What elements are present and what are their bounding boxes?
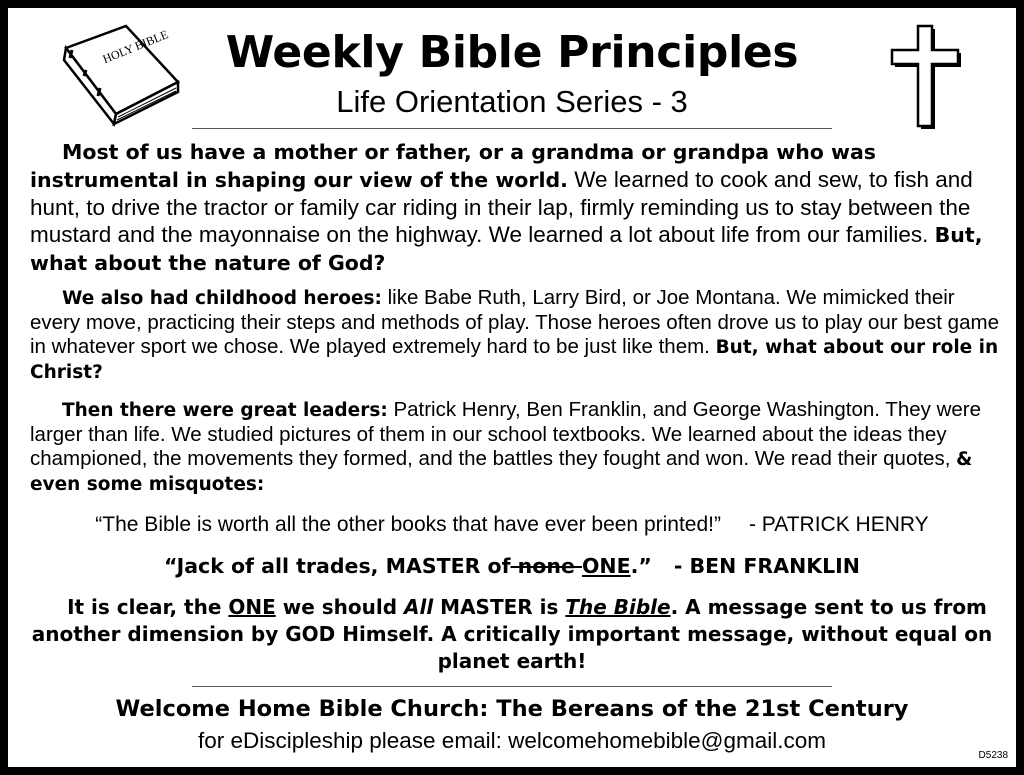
quote-ben-franklin-suffix: .” [630,554,652,578]
quote-ben-franklin-struck: none [510,554,582,578]
paragraph-leaders-lead: Then there were great leaders: [62,400,388,421]
quote-patrick-henry-text: “The Bible is worth all the other books that have ever been printed!” [95,513,721,536]
paragraph-heroes-close: But, what about our role in Christ? [30,337,999,383]
conclusion-bible: The Bible [565,595,671,619]
page-title: Weekly Bible Principles [225,27,799,78]
conclusion-one: ONE [228,595,276,619]
paragraph-family-lead: Most of us have a mother or father, or a grandma or grandpa who was instrumental in shaping our view of the world. [30,140,876,192]
conclusion-part2: we should [275,595,404,619]
divider-top [192,128,832,129]
bulletin-page [8,8,1016,767]
paragraph-leaders-close: & even some misquotes: [30,449,973,495]
quote-ben-franklin-author: - BEN FRANKLIN [673,554,860,578]
church-name: Welcome Home Bible Church: The Bereans of the 21st Century [115,696,909,722]
paragraph-family-close: But, what about the nature of God? [30,223,983,275]
conclusion-part4: . A message sent to us from another dimension by GOD Himself. A critically important message, without equal on planet earth! [31,595,993,673]
paragraph-leaders-body: Patrick Henry, Ben Franklin, and George Washington. They were larger than life. We studied pictures of them in our school textbooks. We learned about the ideas they championed, the movements they formed, and the battles they fought and won. We read their quotes, [30,398,982,470]
paragraph-heroes-body: like Babe Ruth, Larry Bird, or Joe Montana. We mimicked their every move, practicing their steps and methods of play. Those heroes often drove us to play our best game in whatever sport we chose. We played extremely hard to be just like them. [30,286,999,358]
page-subtitle: Life Orientation Series - 3 [336,84,688,119]
document-code: D5238 [978,750,1008,761]
quote-patrick-henry-author: - PATRICK HENRY [748,513,929,536]
divider-bottom [192,686,832,687]
paragraph-family-body: We learned to cook and sew, to fish and hunt, to drive the tractor or family car riding in their lap, firmly reminding us to stay between the mustard and the mayonnaise on the highway. We learned a lot about life from our families. [30,167,973,247]
quote-ben-franklin [8,552,1016,580]
quote-ben-franklin-underlined: ONE [581,554,631,578]
paragraph-family [30,138,1000,277]
quote-ben-franklin-prefix: “Jack of all trades, MASTER of [164,554,511,578]
paragraph-leaders [30,398,1000,497]
bible-cover-text: HOLY BIBLE [100,27,171,67]
conclusion-part1: It is clear, the [67,595,229,619]
conclusion-paragraph [30,594,994,675]
paragraph-heroes-lead: We also had childhood heroes: [62,288,382,309]
conclusion-part3: MASTER is [433,595,566,619]
conclusion-all: All [404,595,434,619]
paragraph-heroes [30,286,1000,385]
quote-patrick-henry [8,512,1016,538]
contact-email-line: for eDiscipleship please email: welcomehomebible@gmail.com [197,728,827,753]
